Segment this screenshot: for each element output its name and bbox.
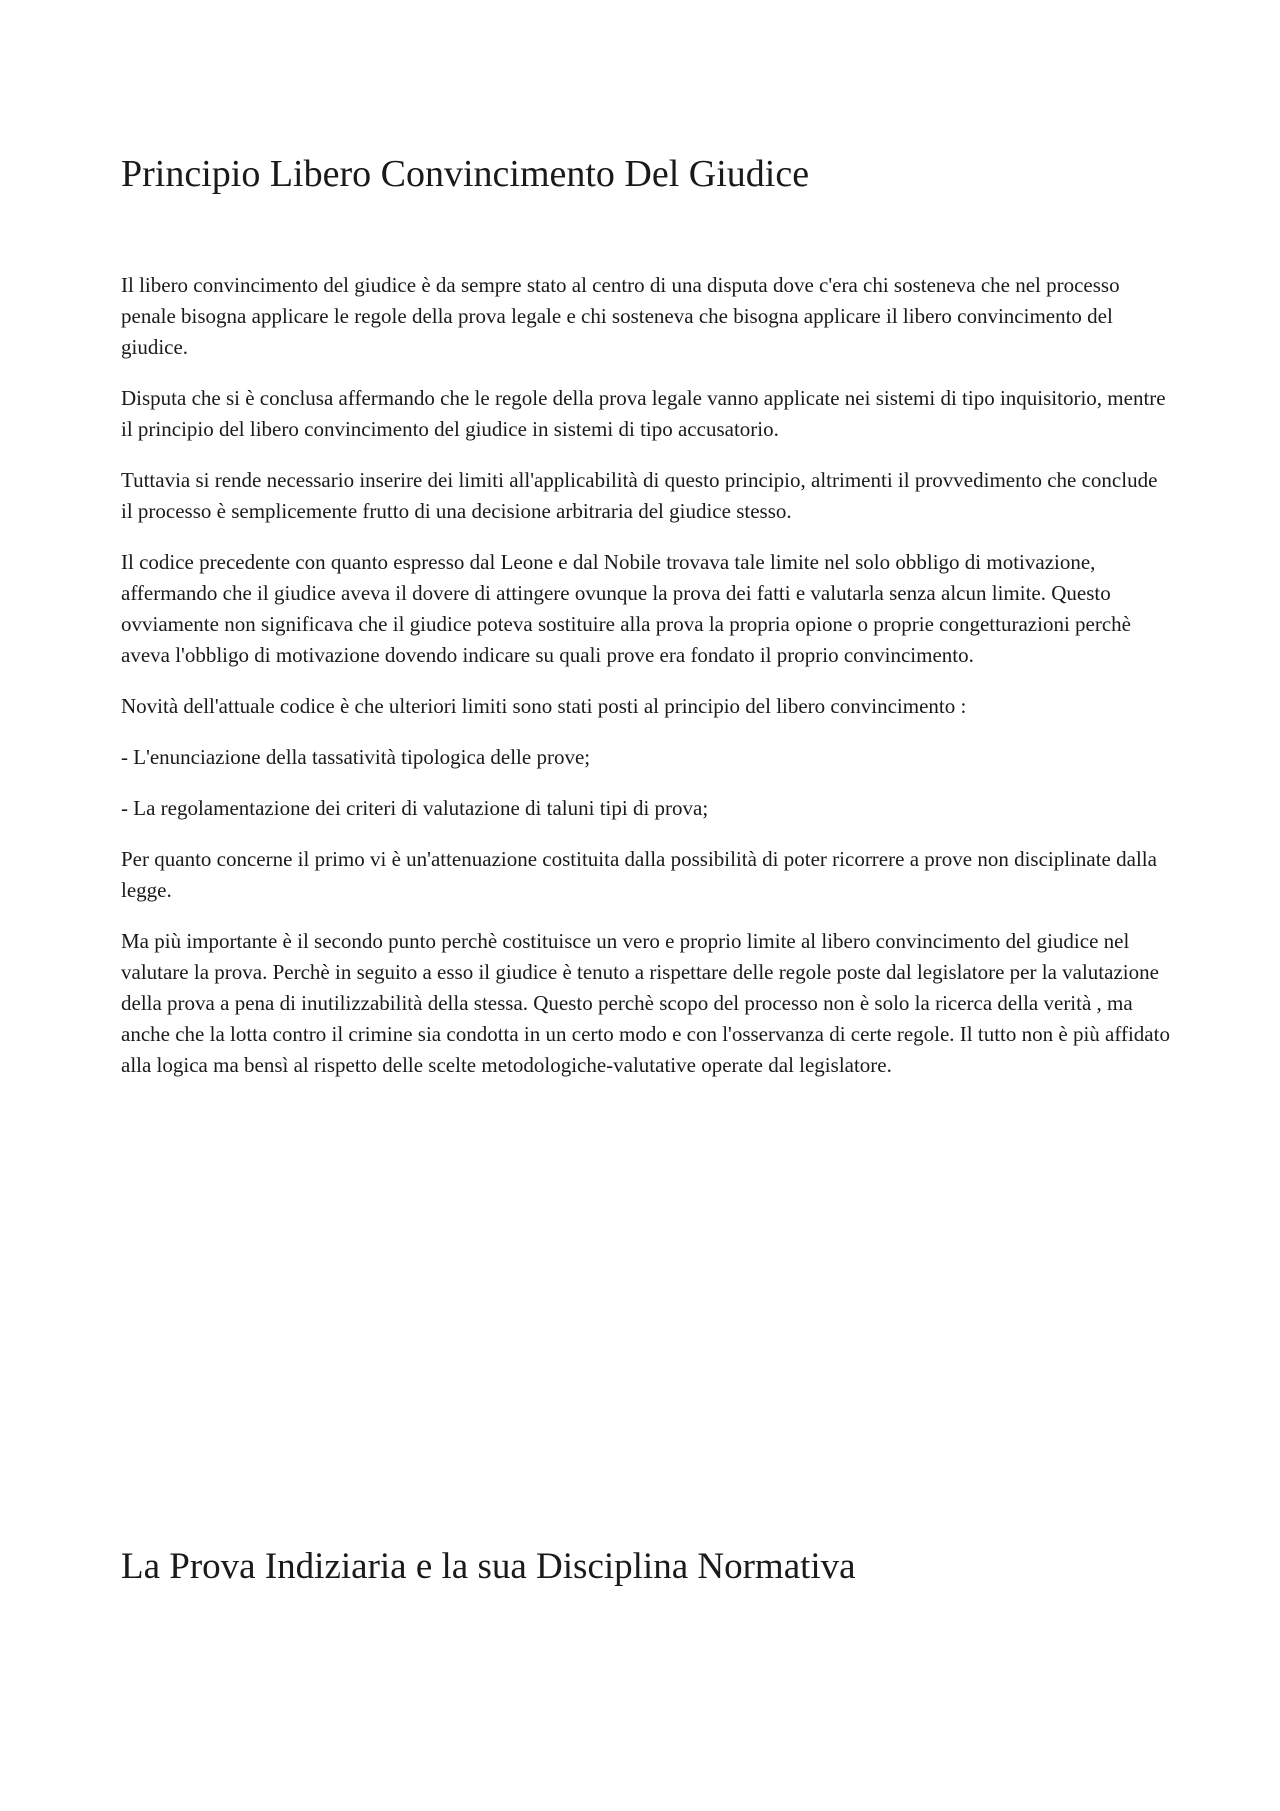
section-heading-prova-indiziaria: La Prova Indiziaria e la sua Disciplina Normativa xyxy=(121,1546,856,1587)
paragraph-2: Disputa che si è conclusa affermando che le regole della prova legale vanno applicate nei sistemi di tipo inquisitorio, mentre il principio del libero convincimento del giudice in sistemi di tipo accusatorio. xyxy=(121,386,1166,441)
paragraph-4: Il codice precedente con quanto espresso dal Leone e dal Nobile trovava tale limite nel solo obbligo di motivazione, affermando che il giudice aveva il dovere di attingere ovunque la prova dei fatti e valutarla senza alcun limite. Questo ovviamente non significava che il giudice poteva sostituire alla prova la propria opione o proprie congetturazioni perchè aveva l'obbligo di motivazione dovendo indicare su quali prove era fondato il proprio convincimento. xyxy=(121,550,1131,667)
paragraph-6: Per quanto concerne il primo vi è un'attenuazione costituita dalla possibilità di poter ricorrere a prove non disciplinate dalla legge. xyxy=(121,847,1157,902)
list-item-tassativita: - L'enunciazione della tassatività tipologica delle prove; xyxy=(121,745,591,769)
list-item-regolamentazione: - La regolamentazione dei criteri di valutazione di taluni tipi di prova; xyxy=(121,796,709,820)
section-heading-libero-convincimento: Principio Libero Convincimento Del Giudice xyxy=(121,153,810,195)
section-body xyxy=(121,270,1171,1101)
paragraph-5: Novità dell'attuale codice è che ulteriori limiti sono stati posti al principio del libero convincimento : xyxy=(121,694,967,718)
paragraph-3: Tuttavia si rende necessario inserire dei limiti all'applicabilità di questo principio, altrimenti il provvedimento che conclude il processo è semplicemente frutto di una decisione arbitraria del giudice stesso. xyxy=(121,468,1158,523)
paragraph-1: Il libero convincimento del giudice è da sempre stato al centro di una disputa dove c'era chi sosteneva che nel processo penale bisogna applicare le regole della prova legale e chi sosteneva che bisogna applicare il libero convincimento del giudice. xyxy=(121,273,1120,359)
paragraph-7: Ma più importante è il secondo punto perchè costituisce un vero e proprio limite al libero convincimento del giudice nel valutare la prova. Perchè in seguito a esso il giudice è tenuto a rispettare delle regole poste dal legislatore per la valutazione della prova a pena di inutilizzabilità della stessa. Questo perchè scopo del processo non è solo la ricerca della verità , ma anche che la lotta contro il crimine sia condotta in un certo modo e con l'osservanza di certe regole. Il tutto non è più affidato alla logica ma bensì al rispetto delle scelte metodologiche-valutative operate dal legislatore. xyxy=(121,929,1170,1077)
